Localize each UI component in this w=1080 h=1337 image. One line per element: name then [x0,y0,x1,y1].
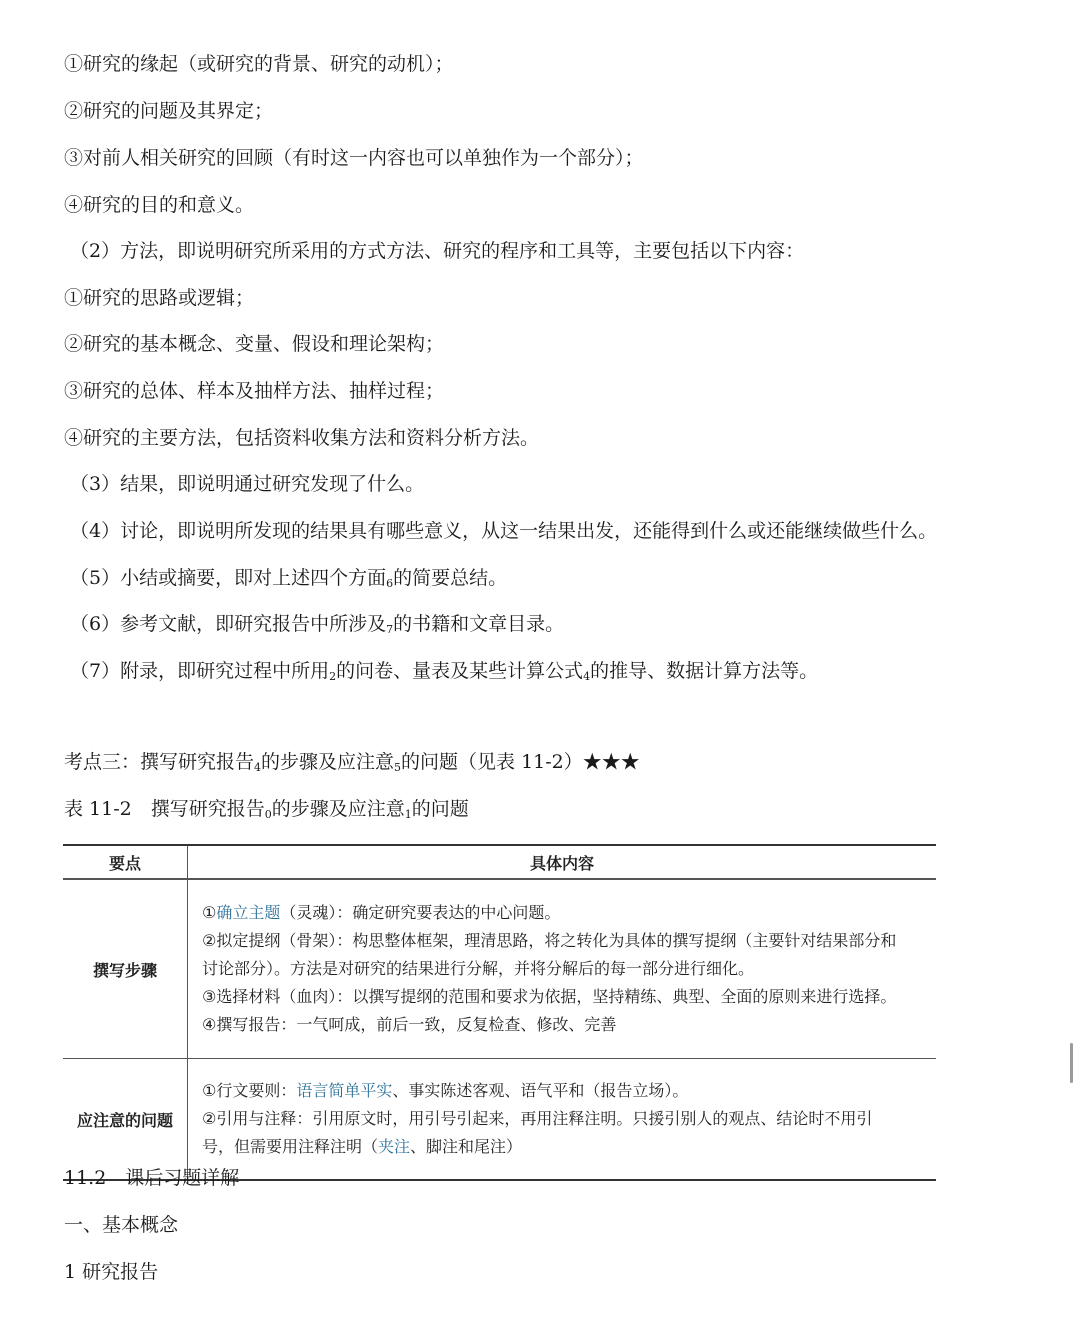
section-subtitle: 一、基本概念 [64,1214,179,1236]
footnote-mark: 5 [394,761,402,774]
header-content: 具体内容 [188,845,937,879]
footnote-mark: 4 [583,670,591,683]
kaodian-heading [64,749,640,775]
method-item-1: ①研究的思路或逻辑； [64,287,255,309]
content-line: ②引用与注释：引用原文时，用引号引起来，再用注释注明。只援引别人的观点、结论时不用引 [202,1109,873,1128]
row-key-steps: 撰写步骤 [63,879,188,1059]
table-header-row [63,845,936,879]
intro-item-4: ④研究的目的和意义。 [64,194,255,216]
method-item-3: ③研究的总体、样本及抽样方法、抽样过程； [64,380,445,402]
content-line [202,1077,928,1105]
content-text: 、脚注和尾注） [410,1137,523,1156]
scrollbar[interactable] [1070,1043,1073,1083]
intro-item-1: ①研究的缘起（或研究的背景、研究的动机）； [64,53,454,75]
content-text: （灵魂）：确定研究要表达的中心问题。 [280,903,561,922]
kaodian-b: 的步骤及应注意 [261,751,395,773]
part-references-b: 的书籍和文章目录。 [393,613,565,635]
content-text: ① [202,903,217,922]
kaodian-a: 考点三：撰写研究报告 [64,751,255,773]
part-summary-a: （5）小结或摘要，即对上述四个方面 [70,567,387,589]
part-appendix-b: 的问卷、量表及某些计算公式 [336,660,584,682]
kaodian-c: 的问题（见表 11-2）★★★ [401,751,640,773]
footnote-mark: 4 [254,761,262,774]
content-line [202,899,928,927]
report-steps-table [63,844,936,1181]
table-caption-b: 的步骤及应注意 [271,798,405,820]
footnote-mark: 6 [386,577,394,590]
table-caption [64,796,469,822]
table-row [63,879,936,1059]
intro-item-3: ③对前人相关研究的回顾（有时这一内容也可以单独作为一个部分）； [64,147,644,169]
table-caption-a: 表 11-2 撰写研究报告 [64,798,265,820]
content-line: ③选择材料（血肉）：以撰写提纲的范围和要求为依据，坚持精练、典型、全面的原则来进行选择。 [202,987,897,1006]
content-text: 号，但需要用注释注明（ [202,1137,379,1156]
row-content-steps [188,879,937,1059]
part-summary [70,565,507,591]
method-heading: （2）方法，即说明研究所采用的方式方法、研究的程序和工具等，主要包括以下内容： [70,240,805,262]
section-title: 11.2 课后习题详解 [64,1167,240,1189]
header-key: 要点 [63,845,188,879]
footnote-mark: 7 [386,623,394,636]
highlight-text: 确立主题 [216,903,281,922]
table-row [63,1059,936,1181]
highlight-text: 夹注 [378,1137,411,1156]
part-appendix-a: （7）附录，即研究过程中所用 [70,660,330,682]
footnote-mark: 2 [329,670,337,683]
content-text: ①行文要则： [202,1081,297,1100]
part-appendix-c: 的推导、数据计算方法等。 [590,660,819,682]
intro-item-2: ②研究的问题及其界定； [64,100,274,122]
part-references [70,611,564,637]
part-results: （3）结果，即说明通过研究发现了什么。 [70,473,425,495]
content-text: 、事实陈述客观、语气平和（报告立场）。 [392,1081,689,1100]
method-item-4: ④研究的主要方法，包括资料收集方法和资料分析方法。 [64,427,540,449]
row-content-notes [188,1059,937,1181]
footnote-mark: 1 [404,808,412,821]
part-summary-b: 的简要总结。 [393,567,508,589]
content-line [202,1133,928,1161]
row-key-notes: 应注意的问题 [63,1059,188,1181]
part-discussion: （4）讨论，即说明所发现的结果具有哪些意义，从这一结果出发，还能得到什么或还能继续做些什么。 [70,520,938,542]
content-line: 讨论部分）。方法是对研究的结果进行分解，并将分解后的每一部分进行细化。 [202,959,755,978]
content-line: ②拟定提纲（骨架）：构思整体框架，理清思路，将之转化为具体的撰写提纲（主要针对结果部分和 [202,931,897,950]
section-item: 1 研究报告 [64,1261,159,1283]
highlight-text: 语言简单平实 [296,1081,393,1100]
footnote-mark: 0 [264,808,272,821]
content-line: ④撰写报告：一气呵成，前后一致，反复检查、修改、完善 [202,1015,617,1034]
part-appendix [70,658,818,684]
part-references-a: （6）参考文献，即研究报告中所涉及 [70,613,387,635]
table-caption-c: 的问题 [411,798,469,820]
method-item-2: ②研究的基本概念、变量、假设和理论架构； [64,333,445,355]
